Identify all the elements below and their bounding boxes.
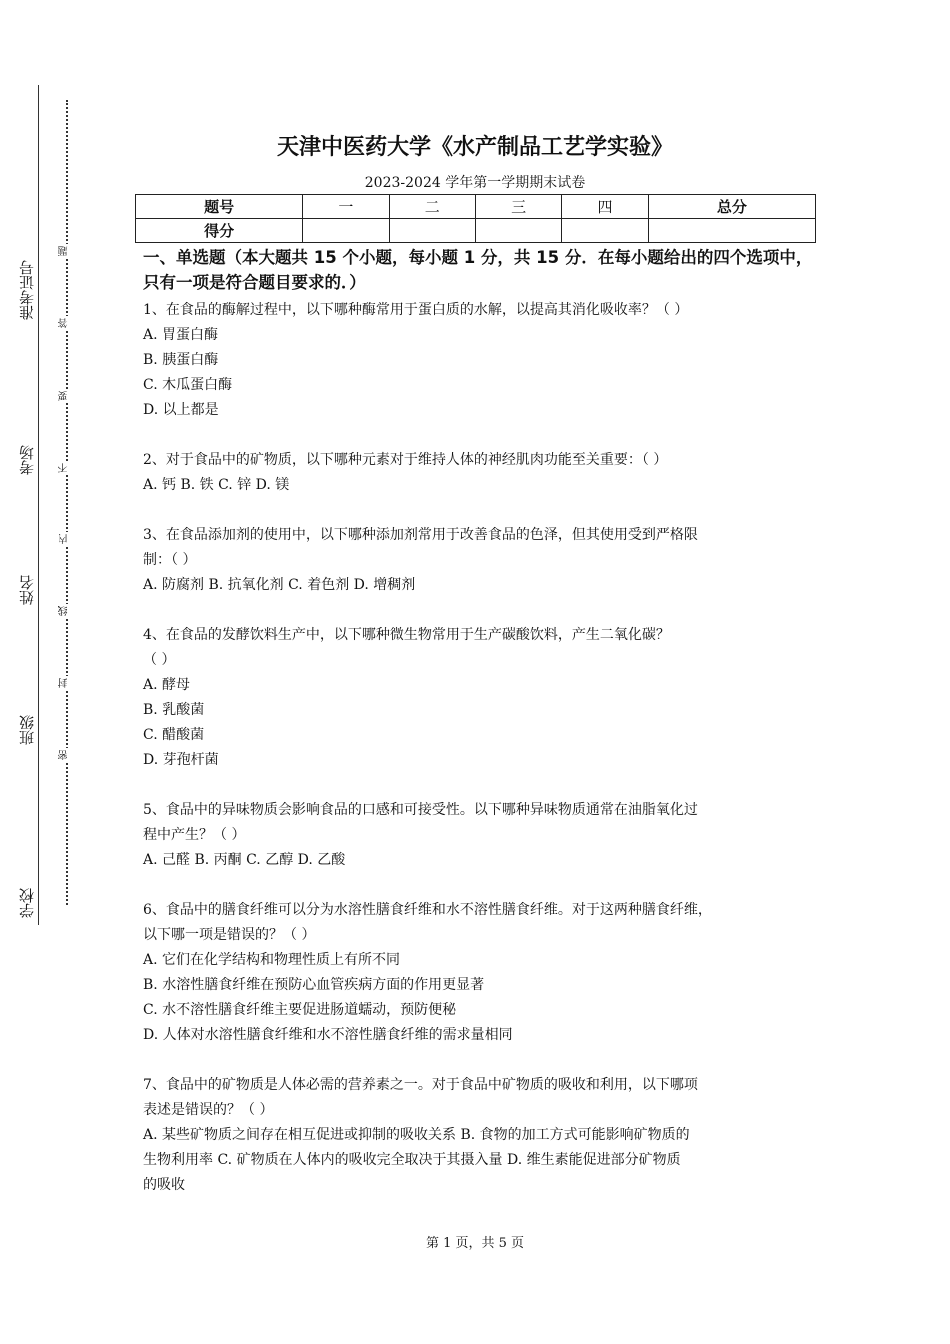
question-line: 2、对于食品中的矿物质，以下哪种元素对于维持人体的神经肌肉功能至关重要：（ ） xyxy=(143,452,668,468)
option-line: A. 酵母 xyxy=(143,677,191,693)
question-line: 以下哪一项是错误的？（ ） xyxy=(143,927,316,943)
score-cell[interactable] xyxy=(648,219,815,243)
score-table-header-row xyxy=(136,195,816,219)
option-line: 的吸收 xyxy=(143,1177,185,1193)
score-header-cell: 一 xyxy=(303,195,389,219)
question-4 xyxy=(143,623,818,773)
question-line: 5、食品中的异味物质会影响食品的口感和可接受性。以下哪种异味物质通常在油脂氧化过 xyxy=(143,802,698,818)
question-line: 6、食品中的膳食纤维可以分为水溶性膳食纤维和水不溶性膳食纤维。对于这两种膳食纤维， xyxy=(143,902,712,918)
score-header-cell: 总分 xyxy=(648,195,815,219)
option-line: B. 水溶性膳食纤维在预防心血管疾病方面的作用更显著 xyxy=(143,977,485,993)
option-line: B. 胰蛋白酶 xyxy=(143,352,219,368)
question-line: （ ） xyxy=(143,652,176,668)
seal-char-xian: 线 xyxy=(59,606,70,616)
score-header-cell: 四 xyxy=(562,195,648,219)
score-cell[interactable] xyxy=(389,219,475,243)
question-line: 1、在食品的酶解过程中，以下哪种酶常用于蛋白质的水解，以提高其消化吸收率？（ ） xyxy=(143,302,689,318)
seal-char-nei: 内 xyxy=(59,534,70,544)
score-header-cell: 三 xyxy=(475,195,561,219)
label-name: 姓名 xyxy=(18,575,36,605)
question-5 xyxy=(143,798,818,873)
option-line: A. 胃蛋白酶 xyxy=(143,327,219,343)
option-line: A. 钙 B. 铁 C. 锌 D. 镁 xyxy=(143,477,290,493)
question-line: 表述是错误的？（ ） xyxy=(143,1102,274,1118)
question-1 xyxy=(143,298,818,423)
question-line: 程中产生？（ ） xyxy=(143,827,246,843)
option-line: A. 它们在化学结构和物理性质上有所不同 xyxy=(143,952,401,968)
label-class: 班级 xyxy=(18,715,36,745)
label-exam-number: 准考证号 xyxy=(18,260,36,320)
option-line: B. 乳酸菌 xyxy=(143,702,205,718)
question-6 xyxy=(143,898,818,1048)
option-line: A. 某些矿物质之间存在相互促进或抑制的吸收关系 B. 食物的加工方式可能影响矿物质的 xyxy=(143,1127,690,1143)
seal-char-bu: 不 xyxy=(59,463,70,473)
option-line: C. 水不溶性膳食纤维主要促进肠道蠕动，预防便秘 xyxy=(143,1002,457,1018)
score-cell[interactable] xyxy=(562,219,648,243)
seal-char-mi: 密 xyxy=(59,750,70,760)
label-school: 学校 xyxy=(18,888,36,918)
seal-char-feng: 封 xyxy=(59,678,70,688)
seal-char-da: 答 xyxy=(59,318,70,328)
question-3 xyxy=(143,523,818,598)
exam-subtitle: 2023-2024 学年第一学期期末试卷 xyxy=(364,175,586,191)
question-line: 7、食品中的矿物质是人体必需的营养素之一。对于食品中矿物质的吸收和利用，以下哪项 xyxy=(143,1077,698,1093)
question-line: 3、在食品添加剂的使用中，以下哪种添加剂常用于改善食品的色泽，但其使用受到严格限 xyxy=(143,527,698,543)
option-line: C. 木瓜蛋白酶 xyxy=(143,377,233,393)
label-exam-room: 考场 xyxy=(18,445,36,475)
question-line: 4、在食品的发酵饮料生产中，以下哪种微生物常用于生产碳酸饮料，产生二氧化碳？ xyxy=(143,627,670,643)
option-line: C. 醋酸菌 xyxy=(143,727,205,743)
score-row-label: 得分 xyxy=(136,219,303,243)
score-header-cell: 二 xyxy=(389,195,475,219)
score-cell[interactable] xyxy=(303,219,389,243)
option-line: 生物利用率 C. 矿物质在人体内的吸收完全取决于其摄入量 D. 维生素能促进部分矿物质 xyxy=(143,1152,681,1168)
option-line: A. 防腐剂 B. 抗氧化剂 C. 着色剂 D. 增稠剂 xyxy=(143,577,416,593)
option-line: A. 己醛 B. 丙酮 C. 乙醇 D. 乙酸 xyxy=(143,852,346,868)
binding-line xyxy=(38,85,39,925)
exam-title: 天津中医药大学《水产制品工艺学实验》 xyxy=(276,135,673,160)
section-heading: 一、单选题（本大题共 15 个小题，每小题 1 分，共 15 分．在每小题给出的四个选项中，只有一项是符合题目要求的．） xyxy=(143,248,813,292)
seal-char-ti: 题 xyxy=(59,246,70,256)
score-header-cell: 题号 xyxy=(136,195,303,219)
option-line: D. 芽孢杆菌 xyxy=(143,752,219,768)
page-number: 第 1 页，共 5 页 xyxy=(425,1236,525,1251)
score-table xyxy=(135,194,816,243)
question-2 xyxy=(143,448,818,498)
option-line: D. 以上都是 xyxy=(143,402,219,418)
question-7 xyxy=(143,1073,818,1198)
exam-content xyxy=(143,245,818,1223)
score-table-score-row xyxy=(136,219,816,243)
question-line: 制：（ ） xyxy=(143,552,197,568)
seal-char-yao: 要 xyxy=(59,391,70,401)
score-cell[interactable] xyxy=(475,219,561,243)
seal-dotted-line xyxy=(66,100,68,905)
option-line: D. 人体对水溶性膳食纤维和水不溶性膳食纤维的需求量相同 xyxy=(143,1027,513,1043)
